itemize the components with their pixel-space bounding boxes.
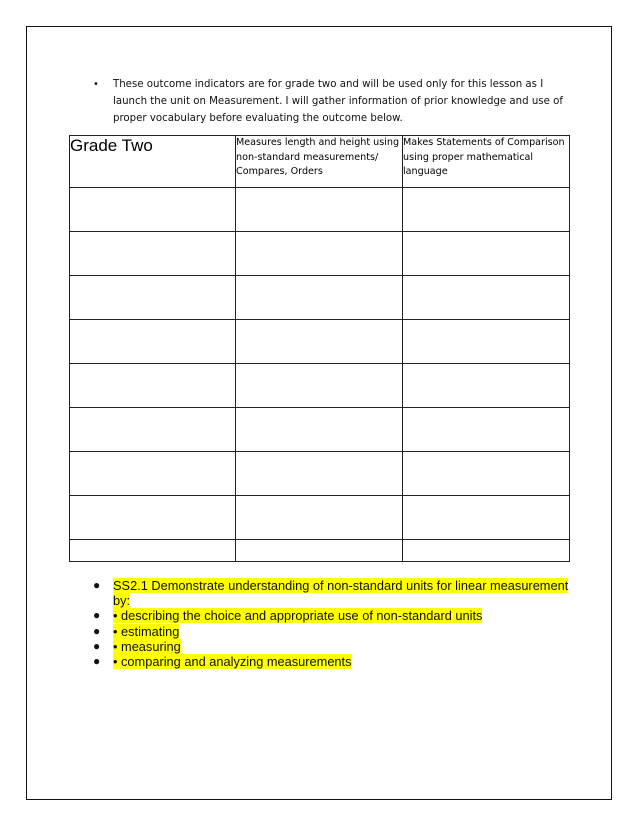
bullet-icon: ● xyxy=(93,608,101,623)
table-cell xyxy=(403,540,570,562)
table-row xyxy=(70,188,570,232)
outcome-text: • describing the choice and appropriate use of non-standard units xyxy=(113,608,483,624)
bullet-icon: ● xyxy=(93,638,101,653)
table-cell xyxy=(70,232,236,276)
table-cell xyxy=(236,364,403,408)
list-item xyxy=(93,624,573,639)
table-row xyxy=(70,540,570,562)
list-item xyxy=(93,608,573,623)
table-cell xyxy=(236,276,403,320)
table-cell xyxy=(403,364,570,408)
outcome-text: SS2.1 Demonstrate understanding of non-standard units for linear measurement by: xyxy=(113,578,569,609)
table-cell xyxy=(403,188,570,232)
list-item xyxy=(93,654,573,669)
table-cell xyxy=(70,540,236,562)
intro-paragraph xyxy=(93,76,573,127)
table-cell xyxy=(70,188,236,232)
bullet-icon: ● xyxy=(93,578,101,592)
table-cell xyxy=(236,408,403,452)
bullet-icon: ● xyxy=(93,654,101,669)
table-body xyxy=(70,188,570,562)
outcome-text: • comparing and analyzing measurements xyxy=(113,654,352,670)
table-row xyxy=(70,320,570,364)
table-cell xyxy=(236,452,403,496)
table-row xyxy=(70,232,570,276)
table-cell xyxy=(236,188,403,232)
table-cell xyxy=(403,496,570,540)
table-row xyxy=(70,364,570,408)
assessment-table xyxy=(69,135,570,562)
header-measures-length: Measures length and height using non-standard measurements/ Compares, Orders xyxy=(236,136,403,188)
table-cell xyxy=(236,320,403,364)
intro-text: These outcome indicators are for grade two and will be used only for this lesson as I launch the unit on Measurement. I will gather information of prior knowledge and use of proper vocabulary before evaluating the outcome below. xyxy=(113,79,563,124)
header-makes-statements: Makes Statements of Comparison using proper mathematical language xyxy=(403,136,570,188)
table-cell xyxy=(236,540,403,562)
outcome-text: • measuring xyxy=(113,638,181,654)
table-cell xyxy=(70,364,236,408)
header-grade-two: Grade Two xyxy=(70,136,236,188)
table-header-row xyxy=(70,136,570,188)
bullet-icon: • xyxy=(93,79,99,90)
table-cell xyxy=(403,276,570,320)
list-item xyxy=(93,578,573,608)
bullet-icon: ● xyxy=(93,623,101,638)
list-item xyxy=(93,639,573,654)
outcomes-list xyxy=(93,578,573,669)
table-cell xyxy=(70,320,236,364)
table-cell xyxy=(70,408,236,452)
table-cell xyxy=(403,232,570,276)
table-cell xyxy=(236,232,403,276)
table-row xyxy=(70,496,570,540)
table-cell xyxy=(236,496,403,540)
table-row xyxy=(70,408,570,452)
table-cell xyxy=(70,276,236,320)
table-cell xyxy=(70,452,236,496)
table-row xyxy=(70,276,570,320)
table-cell xyxy=(70,496,236,540)
outcome-text: • estimating xyxy=(113,623,180,639)
table-cell xyxy=(403,408,570,452)
table-cell xyxy=(403,452,570,496)
table-cell xyxy=(403,320,570,364)
table-row xyxy=(70,452,570,496)
